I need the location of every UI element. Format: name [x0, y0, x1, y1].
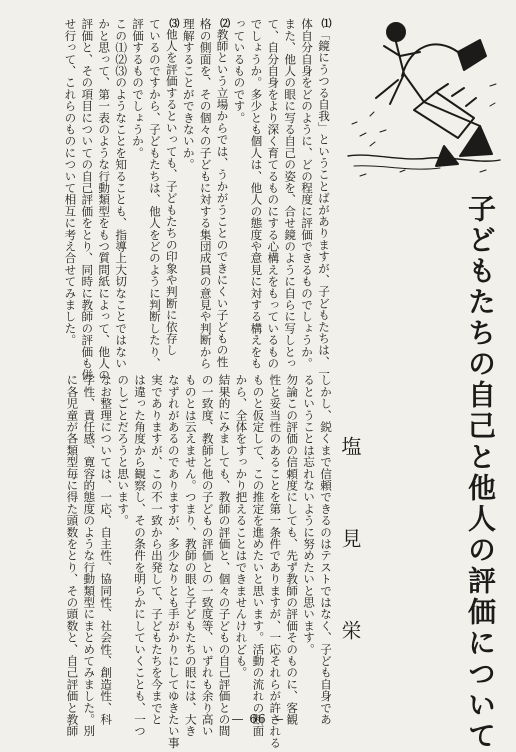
scale-and-stick-figure-illustration — [340, 6, 508, 182]
item2-text: 教師という立場からでは、うかがうことのできにくい子どもの性 格の側面を、その個々の子どもに対する集団成員の意見や判断から 理解することができないか。 — [181, 18, 230, 369]
item1-mark: ⑴ — [319, 18, 330, 29]
item1-text: 「鏡にうつる自我」ということばがありますが、子どもたちは、一 体自分自身をどのように、どの程度に評価できるものでしょうか。 また、他人の眼に写る自己の姿を、合せ鏡のように自らに写しとっ て、自分自身をより深く育てるものにする心構えをもっているもの でしょうか。多少とも個人は、他人の態度や意見に対する構えをも っているものです。 — [232, 18, 331, 380]
item3-mark: ⑶ — [166, 18, 178, 29]
article-title: 子どもたちの自己と他人の評価について — [464, 194, 497, 752]
item3-text: 他人を評価するといっても、子どもたちの印象や判断に依存し ているのですから、子どもたちは、他人をどのように判断したり、 評価するものでしょうか。 — [131, 18, 179, 369]
item2-mark: ⑵ — [217, 18, 229, 29]
top-section — [34, 18, 332, 381]
item1 — [231, 18, 332, 380]
page-number: — 66 — — [231, 712, 285, 726]
author-name: 塩 見 栄 — [338, 436, 362, 666]
item3 — [129, 18, 180, 369]
item2 — [180, 18, 231, 369]
paragraph-1: しかし、鋭くまで信頼できるのはテストではなく、子ども自身であ るということは忘れないように努めたいと思います。 — [302, 374, 333, 725]
paragraph-4: なお整理については、一応、自主性、協同性、社会性、創造性、科 学性、責任感、寛容的態度のような行動類型にまとめてみました。別 に各児童が各類型毎に得た頭数をとり、その頭数と、自己評価と教師 — [65, 374, 114, 737]
paragraph-2: 勿論この評価の信頼度にしても、先ず教師の評価そのものに、客観 性と妥当性のあることを第一条件でありますが、一応それらが許される ものと仮定して、この推定を進めたいと思います。活動の流れの断面 から、全体をすっかり把えることはできませんけれども。 — [234, 374, 300, 749]
paragraph-3: 結果的にみましても、教師の評価と、個々の子どもの自己評価との間 の一致度、教師と他の子どもの評価との一致度等、いずれも余り高い ものとは云えません。つまり、教師の眼と子どもたちの眼には、大き なずれがあるのでありますが、多少なりとも手がかりにしてゆきたい事 実でありますが、この不一致から出発して、子どもたちを今までと は違った角度から観察し、その条件を明らかにしていくことも、一つ のしごとだろうと思います。 — [116, 374, 232, 749]
closing-paragraph: この⑴⑵⑶のようなことを知ることも、指導上大切なことではない かと思って、第一表のような行動類型をもつ質問紙によって、他人の 評価と、その項目についての自己評価をとり、同時に教師の評価も併 せ行って、これらのものについて相互に考え合せてみました。 — [63, 18, 129, 381]
